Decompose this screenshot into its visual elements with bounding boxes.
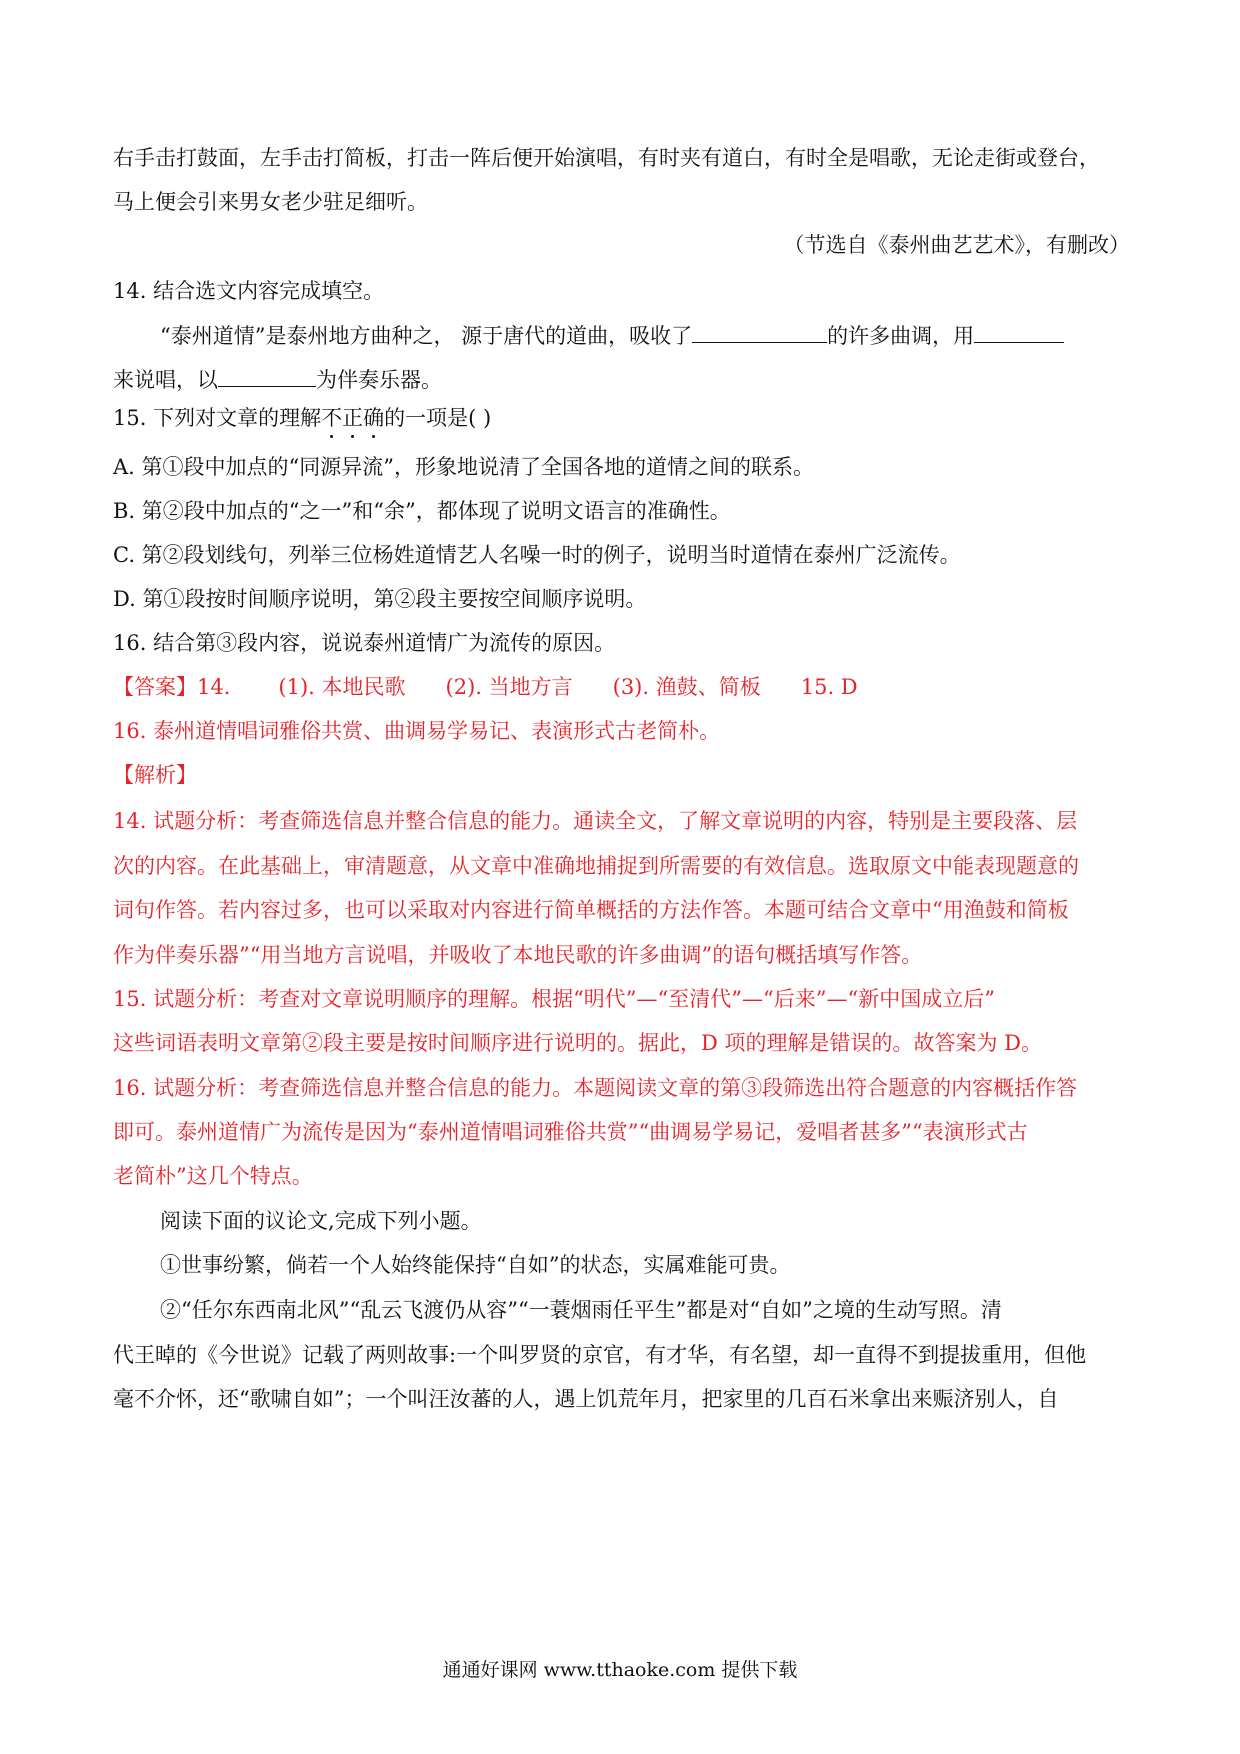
passage-source: （节选自《泰州曲艺艺术》，有删改） [783,233,1130,257]
emphasis-dot-char: 不 [321,406,343,430]
answer-label: 【答案】14. [113,675,231,699]
emphasis-dot-char: 正 [342,406,364,430]
reading-paragraph-2: 毫不介怀，还“歌啸自如”；一个叫汪汝蕃的人，遇上饥荒年月，把家里的几百石米拿出来赈济别人，自 [113,1387,1059,1411]
question-15-title [113,403,1130,433]
analysis-line: 14. 试题分析：考查筛选信息并整合信息的能力。通读全文，了解文章说明的内容，特别是主要段落、层 [113,809,1078,833]
question-14-fill-line [160,320,1130,351]
q14-text: “泰州道情”是泰州地方曲种之， 源于唐代的道曲，吸收了 [160,324,693,348]
question-16-title: 16. 结合第③段内容，说说泰州道情广为流传的原因。 [113,631,616,655]
reading-paragraph-2: 代王晫的《今世说》记载了两则故事:一个叫罗贤的京官，有才华，有名望，却一直得不到提拔重用，但他 [113,1343,1087,1367]
answer-14-3: (3). 渔鼓、简板 [612,675,761,699]
answer-14-1: (1). 本地民歌 [278,675,406,699]
analysis-line: 老简朴”这几个特点。 [113,1164,313,1188]
analysis-line: 作为伴奏乐器”“用当地方言说唱，并吸收了本地民歌的许多曲调”的语句概括填写作答。 [113,943,923,967]
page-footer: 通通好课网 www.tthaoke.com 提供下载 [442,1659,798,1681]
analysis-line: 这些词语表明文章第②段主要是按时间顺序进行说明的。据此，D 项的理解是错误的。故答案为 D。 [113,1031,1043,1055]
q14-text: 为伴奏乐器。 [316,368,442,392]
emphasis-dot-char: 确 [363,406,385,430]
option-a: A. 第①段中加点的“同源异流”，形象地说清了全国各地的道情之间的联系。 [113,455,814,479]
option-c: C. 第②段划线句，列举三位杨姓道情艺人名噪一时的例子，说明当时道情在泰州广泛流传。 [113,543,961,567]
q14-text: 来说唱，以 [113,368,218,392]
q15-text: 的一项是( ) [384,406,492,430]
reading-paragraph-1: ①世事纷繁，倘若一个人始终能保持“自如”的状态，实属难能可贵。 [160,1253,791,1277]
q14-text: 的许多曲调，用 [827,324,975,348]
fill-blank-2[interactable] [974,320,1064,343]
fill-blank-1[interactable] [692,320,827,343]
question-14-title: 14. 结合选文内容完成填空。 [113,279,385,303]
analysis-line: 即可。泰州道情广为流传是因为“泰州道情唱词雅俗共赏”“曲调易学易记，爱唱者甚多”“表演形式古 [113,1120,1028,1144]
analysis-line: 词句作答。若内容过多，也可以采取对内容进行简单概括的方法作答。本题可结合文章中“用渔鼓和简板 [113,898,1069,922]
analysis-line: 16. 试题分析：考查筛选信息并整合信息的能力。本题阅读文章的第③段筛选出符合题意的内容概括作答 [113,1076,1078,1100]
reading-paragraph-2: ②“任尔东西南北风”“乱云飞渡仍从容”“一蓑烟雨任平生”都是对“自如”之境的生动写照。清 [160,1298,1002,1322]
answer-14-2: (2). 当地方言 [445,675,573,699]
analysis-line: 15. 试题分析：考查对文章说明顺序的理解。根据“明代”—“至清代”—“后来”—“新中国成立后” [113,987,995,1011]
option-b: B. 第②段中加点的“之一”和“余”，都体现了说明文语言的准确性。 [113,499,731,523]
fill-blank-3[interactable] [218,364,316,387]
question-14-fill-line [113,364,1130,395]
q15-text: 15. 下列对文章的理解 [113,406,322,430]
analysis-label: 【解析】 [113,763,197,787]
reading-intro: 阅读下面的议论文,完成下列小题。 [160,1209,482,1233]
passage-line: 马上便会引来男女老少驻足细听。 [113,190,428,214]
answer-15: 15. D [800,675,858,699]
analysis-line: 次的内容。在此基础上，审清题意，从文章中准确地捕捉到所需要的有效信息。选取原文中能表现题意的 [113,854,1079,878]
option-d: D. 第①段按时间顺序说明，第②段主要按空间顺序说明。 [113,587,647,611]
answer-line [113,672,1130,702]
passage-line: 右手击打鼓面，左手击打简板，打击一阵后便开始演唱，有时夹有道白，有时全是唱歌，无论走街或登台， [113,146,1100,170]
answer-16: 16. 泰州道情唱词雅俗共赏、曲调易学易记、表演形式古老简朴。 [113,719,721,743]
